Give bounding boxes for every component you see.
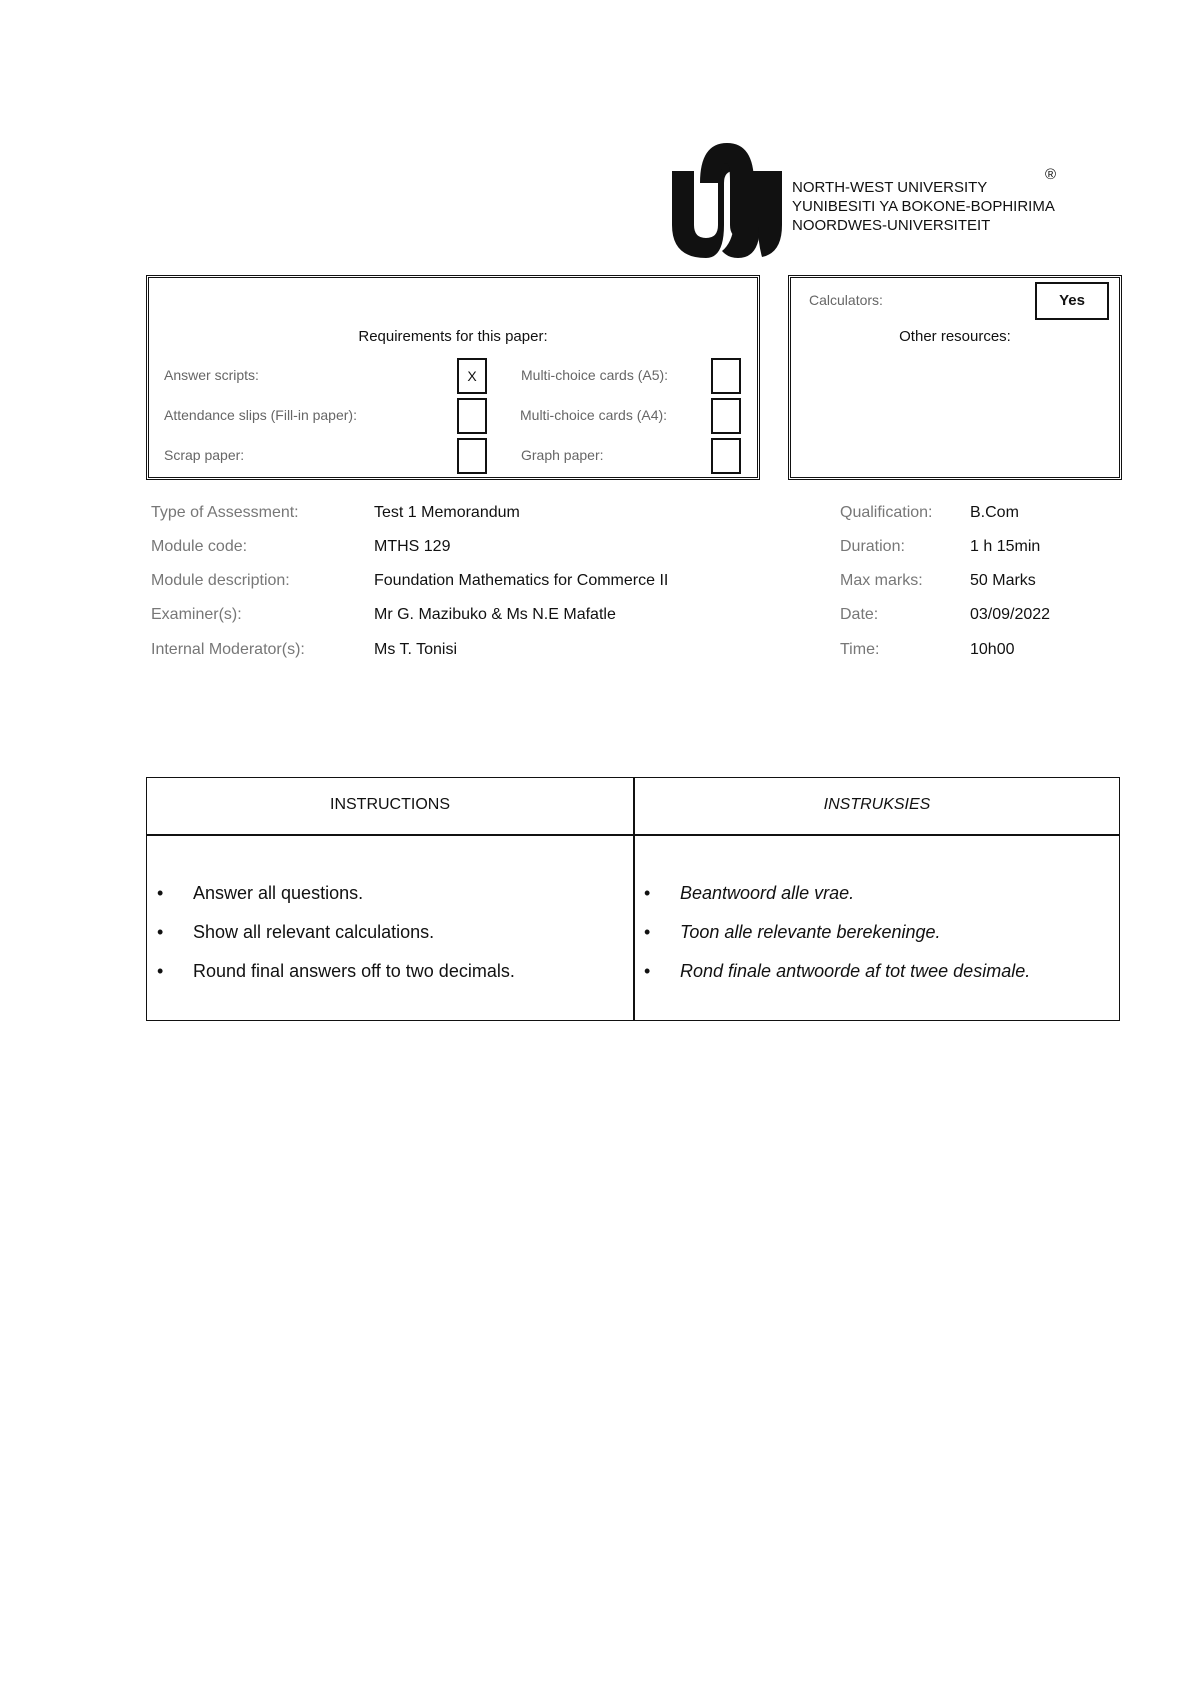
instruction-item [157,957,515,985]
nwu-logo [672,143,782,258]
internal-moderator-label: Internal Moderator(s): [151,641,305,658]
attendance-slips-checkbox[interactable] [457,398,487,434]
instruction-item [157,879,363,907]
qualification-value: B.Com [970,504,1019,521]
calculators-value-box: Yes [1035,282,1109,320]
module-description-value: Foundation Mathematics for Commerce II [374,572,669,589]
resources-box [788,275,1122,480]
answer-scripts-label: Answer scripts: [164,367,259,383]
date-value: 03/09/2022 [970,606,1051,623]
type-of-assessment-label: Type of Assessment: [151,504,299,521]
graph-paper-checkbox[interactable] [711,438,741,474]
bullet-icon: • [157,922,164,942]
date-label: Date: [840,606,879,623]
bullet-icon: • [157,961,164,981]
instruction-text: Round final answers off to two decimals. [193,961,515,981]
instructions-heading: INSTRUCTIONS [330,796,450,813]
university-names [792,178,1055,235]
instruksie-item [644,879,854,907]
duration-label: Duration: [840,538,905,555]
multi-choice-a4-checkbox[interactable] [711,398,741,434]
graph-paper-label: Graph paper: [521,447,604,463]
attendance-slips-label: Attendance slips (Fill-in paper): [164,407,357,423]
module-description-label: Module description: [151,572,290,589]
max-marks-value: 50 Marks [970,572,1036,589]
university-name-afrikaans: NOORDWES-UNIVERSITEIT [792,217,991,234]
bullet-icon: • [157,883,164,903]
bullet-icon: • [644,883,651,903]
instruction-item [157,918,434,946]
qualification-label: Qualification: [840,504,933,521]
instruksie-text: Toon alle relevante berekeninge. [680,922,941,942]
time-value: 10h00 [970,641,1015,658]
multi-choice-a5-checkbox[interactable] [711,358,741,394]
bullet-icon: • [644,961,651,981]
header-divider [147,834,1119,836]
scrap-paper-checkbox[interactable] [457,438,487,474]
answer-scripts-checkbox[interactable]: X [457,358,487,394]
instruksie-text: Beantwoord alle vrae. [680,883,855,903]
instruksies-heading: INSTRUKSIES [823,796,931,813]
instruksie-item [644,957,1030,985]
instruction-text: Answer all questions. [193,883,364,903]
duration-value: 1 h 15min [970,538,1041,555]
scrap-paper-label: Scrap paper: [164,447,245,463]
examiners-label: Examiner(s): [151,606,242,623]
requirements-box [146,275,760,480]
column-divider [633,778,635,1020]
instructions-table [146,777,1120,1021]
university-name-setswana: YUNIBESITI YA BOKONE-BOPHIRIMA [792,198,1055,215]
type-of-assessment-value: Test 1 Memorandum [374,504,520,521]
instruksie-item [644,918,941,946]
module-code-value: MTHS 129 [374,538,451,555]
instruksie-text: Rond finale antwoorde af tot twee desimale. [680,961,1031,981]
bullet-icon: • [644,922,651,942]
internal-moderator-value: Ms T. Tonisi [374,641,457,658]
max-marks-label: Max marks: [840,572,923,589]
requirements-title: Requirements for this paper: [358,328,548,345]
instruction-text: Show all relevant calculations. [193,922,435,942]
calculators-label: Calculators: [809,292,883,308]
university-name-english: NORTH-WEST UNIVERSITY [792,179,988,196]
multi-choice-a5-label: Multi-choice cards (A5): [521,367,669,383]
multi-choice-a4-label: Multi-choice cards (A4): [520,407,668,423]
examiners-value: Mr G. Mazibuko & Ms N.E Mafatle [374,606,616,623]
module-code-label: Module code: [151,538,248,555]
other-resources-label: Other resources: [899,328,1011,345]
time-label: Time: [840,641,880,658]
registered-mark: ® [1045,166,1057,183]
